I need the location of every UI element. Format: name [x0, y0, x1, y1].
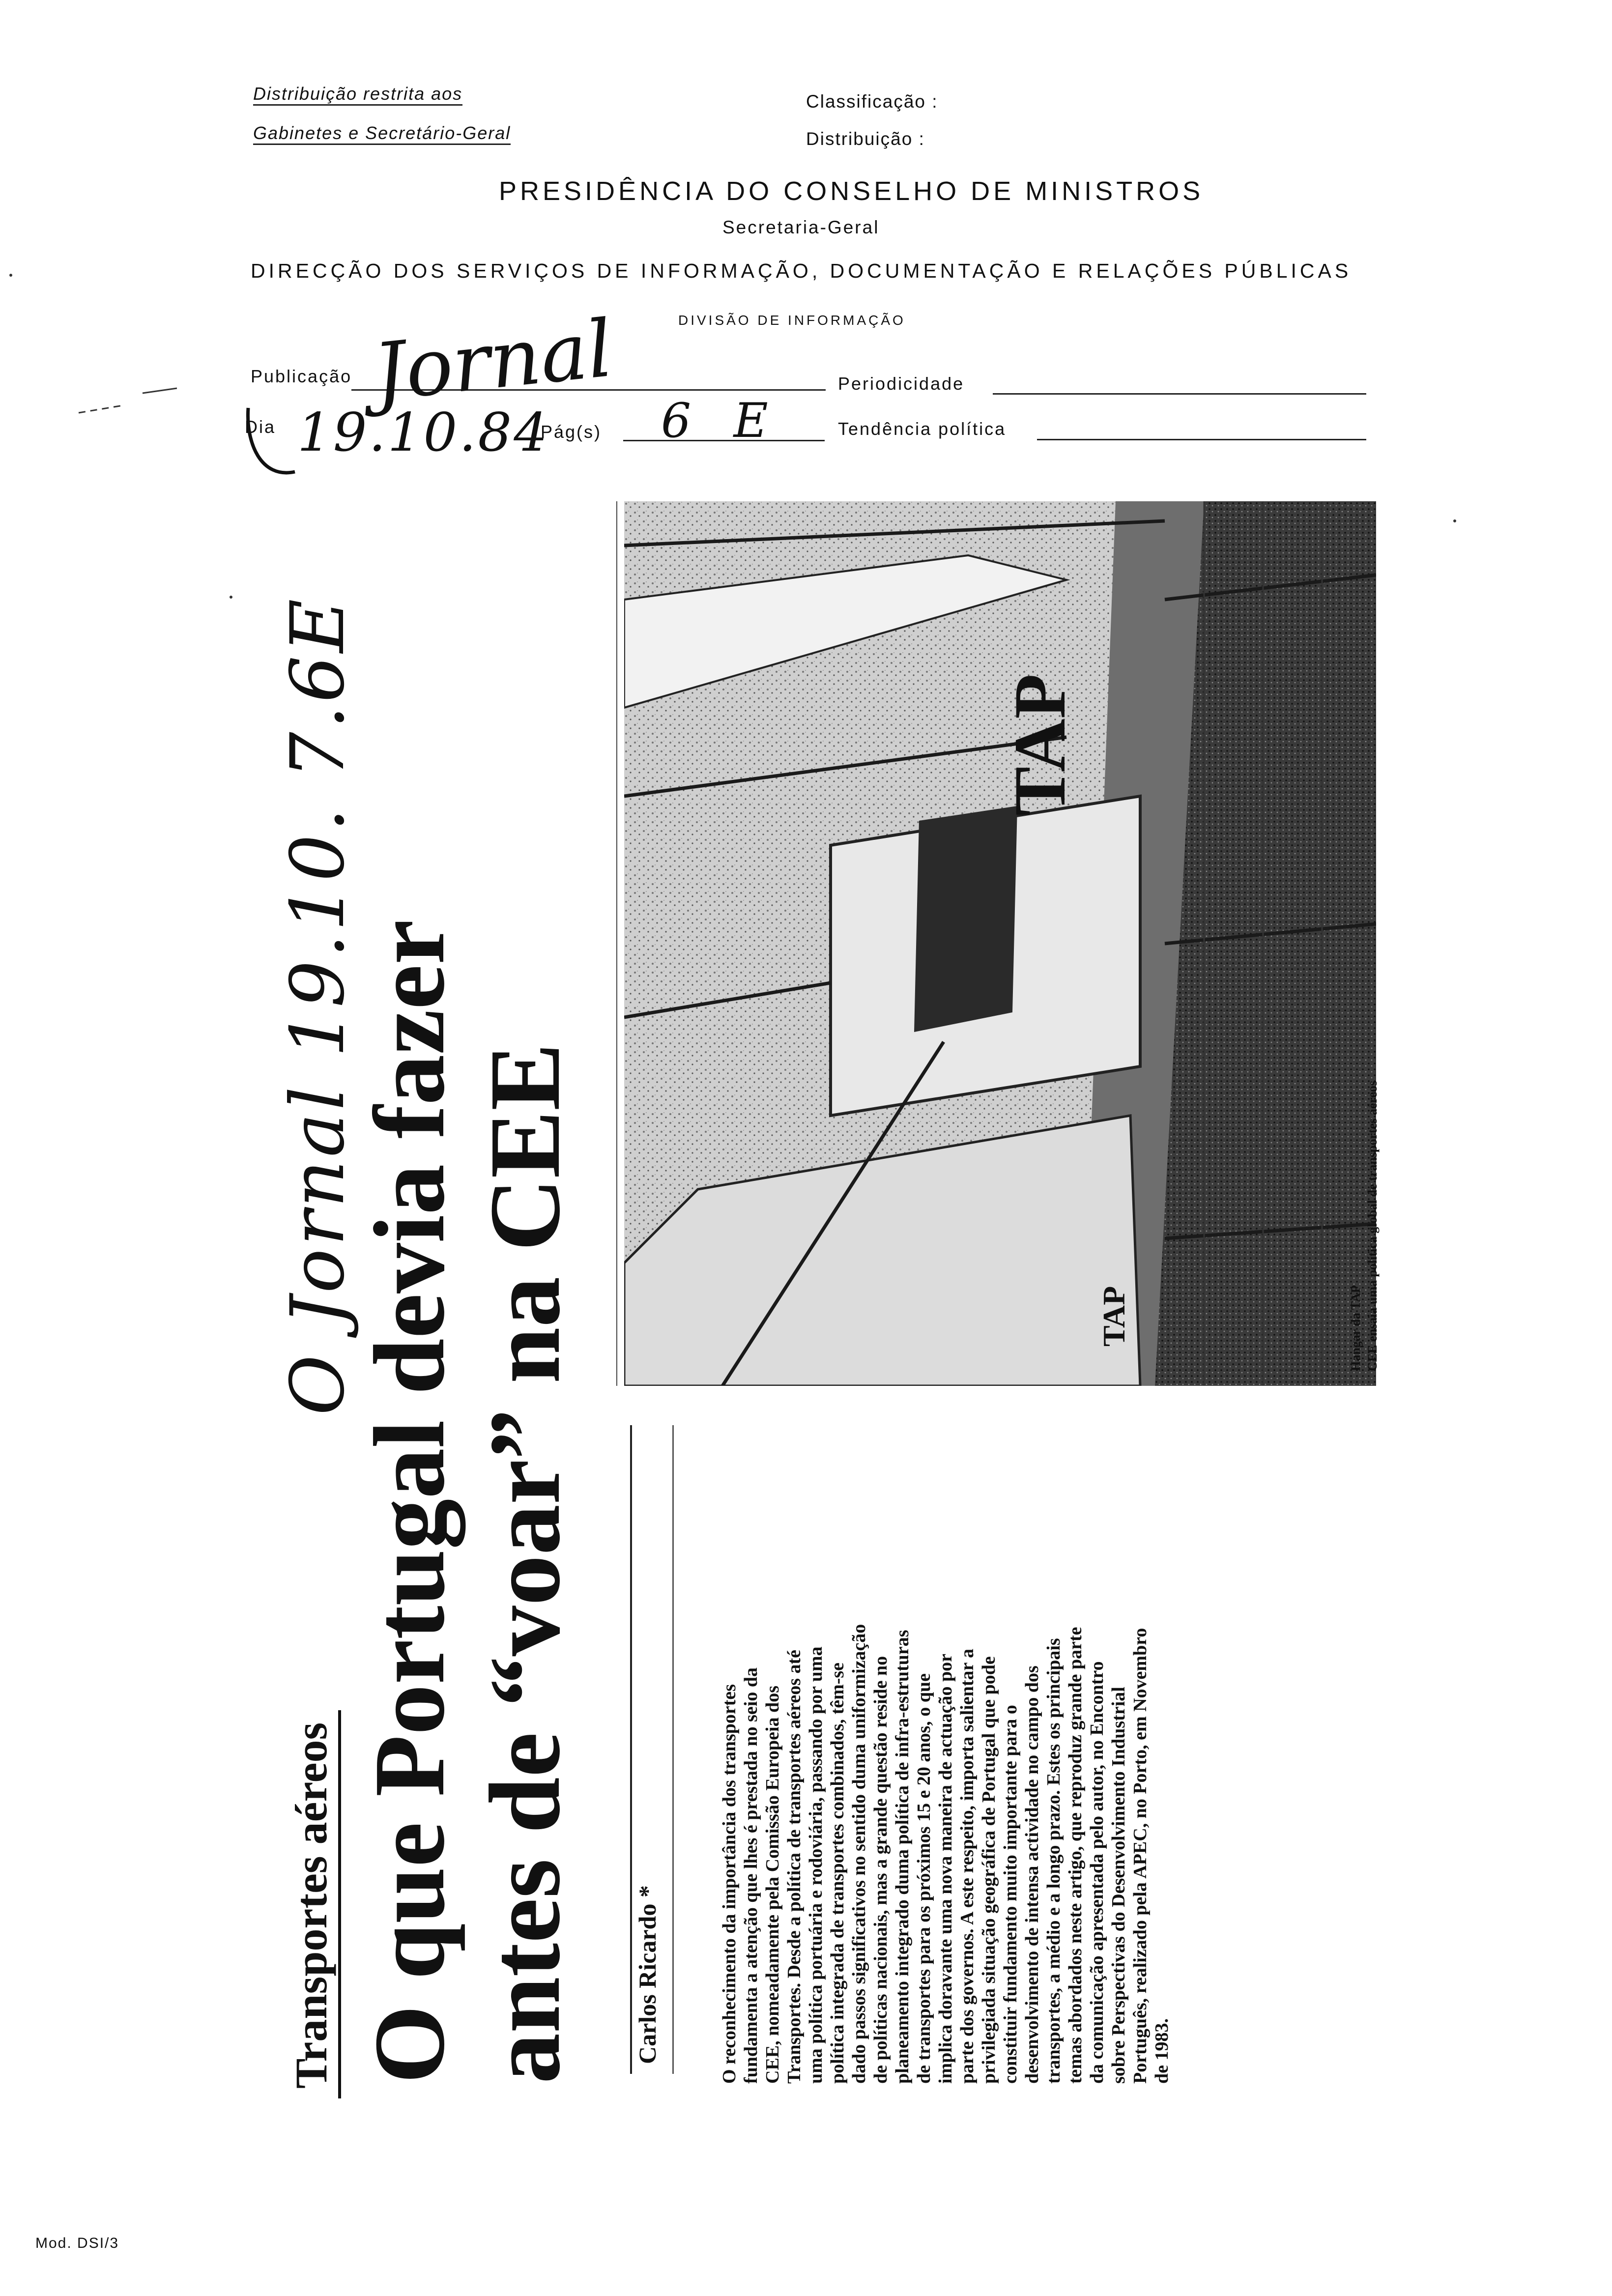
hangar-logo-tap: TAP — [1096, 1286, 1131, 1347]
presidency-title: PRESIDÊNCIA DO CONSELHO DE MINISTROS — [499, 176, 1204, 206]
body-line: de transportes para os próximos 15 e 20 anos, o que — [914, 1673, 934, 2084]
directorate-line: DIRECÇÃO DOS SERVIÇOS DE INFORMAÇÃO, DOCUMENTAÇÃO E RELAÇÕES PÚBLICAS — [251, 259, 1352, 282]
body-line: transportes, a médio e a longo prazo. Estes os principais — [1043, 1638, 1064, 2084]
political-trend-label: Tendência política — [838, 419, 1007, 439]
body-line: O reconhecimento da importância dos transportes — [719, 1684, 740, 2084]
headline — [351, 919, 582, 2084]
handwritten-annotation: O Jornal 19.10. 7.6E — [275, 596, 361, 1415]
byline: Carlos Ricardo * — [633, 1885, 661, 2064]
headline-line1: O que Portugal devia fazer — [353, 919, 465, 2084]
body-line: de 1983. — [1151, 2018, 1172, 2084]
division-line: DIVISÃO DE INFORMAÇÃO — [678, 313, 906, 328]
body-line: privilegiada situação geográfica de Portugal que pode — [979, 1656, 999, 2084]
handwritten-pages: 6 E — [661, 393, 782, 448]
restricted-distribution-line2: Gabinetes e Secretário-Geral — [253, 123, 511, 145]
photo-caption-title: Hangar da TAP — [1349, 1285, 1363, 1371]
body-line: dado passos significativos no sentido duma uniformização — [849, 1624, 869, 2084]
body-line: desenvolvimento de intensa actividade no campo dos — [1022, 1665, 1042, 2084]
day-label: Dia — [245, 417, 276, 437]
tail-logo-tap: TAP — [999, 674, 1081, 816]
periodicity-label: Periodicidade — [838, 373, 965, 394]
body-line: sobre Perspectivas do Desenvolvimento Industrial — [1108, 1687, 1129, 2084]
body-line: planeamento integrado duma política de infra-estruturas — [892, 1630, 913, 2084]
column-rule — [672, 1425, 674, 2074]
pages-label: Pág(s) — [541, 422, 602, 442]
distribution-label: Distribuição : — [806, 129, 925, 149]
byline-rule — [630, 1425, 632, 2074]
section-label: Transportes aéreos — [286, 1722, 336, 2089]
body-line: da comunicação apresentada pelo autor, no Encontro — [1087, 1661, 1107, 2084]
restricted-distribution-line1: Distribuição restrita aos — [253, 84, 462, 106]
article-body — [719, 1396, 1173, 2084]
body-line: Português, realizado pela APEC, no Porto, em Novembro — [1130, 1628, 1151, 2084]
body-line: implica doravante uma nova maneira de actuação por — [935, 1653, 956, 2084]
hangar-photo — [624, 501, 1376, 1386]
body-line: temas abordados neste artigo, que reproduz grande parte — [1065, 1627, 1086, 2084]
body-line: política integrada de transportes combinados, têm-se — [827, 1662, 848, 2084]
body-line: fundamenta a atenção que lhes é prestada no seio da — [741, 1667, 761, 2084]
body-line: constituir fundamento muito importante para o — [1000, 1705, 1021, 2084]
body-line: Transportes. Desde a política de transportes aéreos até — [784, 1649, 805, 2084]
classification-label: Classificação : — [806, 91, 938, 112]
photo-caption — [1348, 1081, 1381, 1371]
section-rule — [338, 1710, 341, 2098]
handwritten-day: 19.10.84 — [297, 402, 549, 463]
secretariat-subtitle: Secretaria-Geral — [722, 217, 880, 237]
form-code: Mod. DSI/3 — [35, 2235, 119, 2251]
hangar-photo-image — [624, 501, 1376, 1386]
body-line: parte dos governos. A este respeito, importa salientar a — [957, 1648, 978, 2084]
headline-line2: antes de “voar” na CEE — [468, 1043, 581, 2084]
body-line: de políticas nacionais, mas a grande questão reside no — [870, 1656, 891, 2084]
handwritten-publication: Jornal — [369, 302, 617, 419]
body-line: uma política portuária e rodoviária, passando por uma — [806, 1646, 826, 2084]
publication-label: Publicação — [251, 366, 352, 386]
photo-caption-text: CEE ensaia uma política global de transportes aéreos — [1365, 1080, 1380, 1371]
body-line: CEE, nomeadamente pela Comissão Europeia dos — [762, 1685, 783, 2084]
